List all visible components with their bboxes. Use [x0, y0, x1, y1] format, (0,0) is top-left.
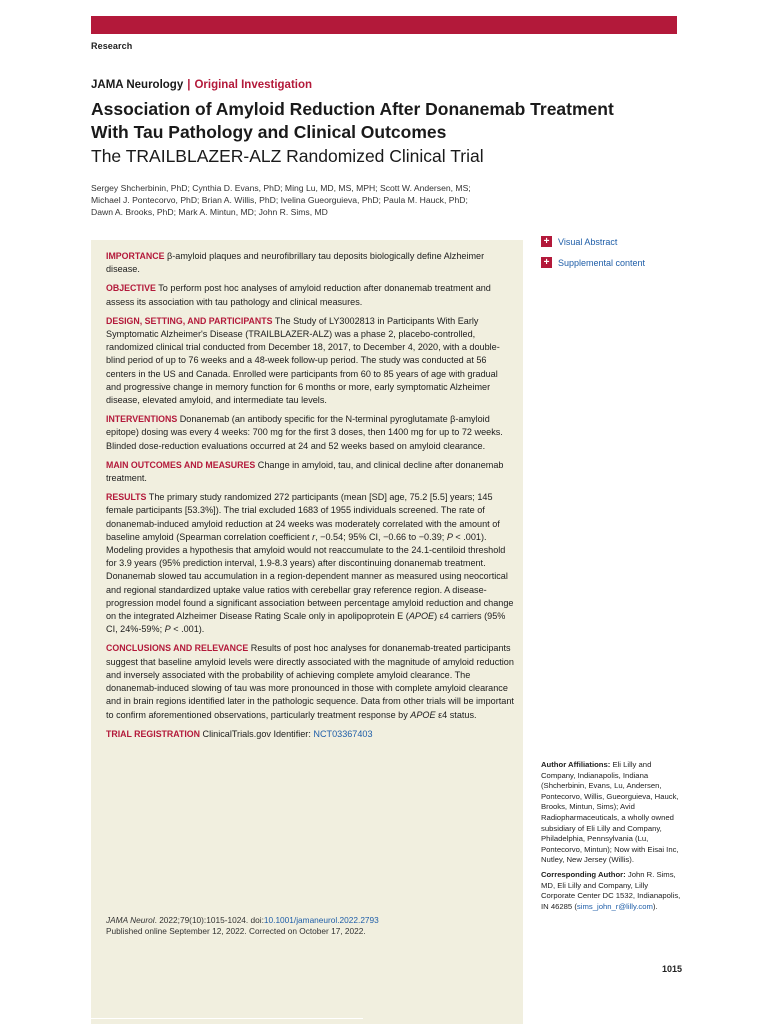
- trial-registration-link[interactable]: NCT03367403: [313, 728, 373, 739]
- results-italic: P: [164, 624, 171, 635]
- citation-details: . 2022;79(10):1015-1024. doi:: [154, 915, 264, 925]
- author-line: Sergey Shcherbinin, PhD; Cynthia D. Evans, PhD; Ming Lu, MD, MS, MPH; Scott W. Andersen, MS;: [91, 183, 471, 193]
- article-subtitle: The TRAILBLAZER-ALZ Randomized Clinical Trial: [91, 146, 484, 166]
- affiliations-paragraph: [541, 760, 681, 866]
- objective-text: To perform post hoc analyses of amyloid reduction after donanemab treatment and assess its association with tau pathology and clinical measures.: [106, 283, 491, 307]
- design-text: The Study of LY3002813 in Participants With Early Symptomatic Alzheimer's Disease (TRAILBLAZER-ALZ) was a phase 2, placebo-controlled, randomized clinical trial conducted from December 18, 2017, to December 4, 2020, with a double-blind period of up to 76 weeks and a 48-week follow-up period. The study was conducted at 56 centers in the US and Canada. Enrolled were participants from 60 to 85 years of age with gradual and progressive change in memory function for 6 months or more, early symptomatic Alzheimer disease, elevated amyloid, and intermediate tau levels.: [106, 315, 500, 406]
- citation-line: [106, 915, 506, 926]
- journal-separator: |: [187, 79, 191, 91]
- abstract-box: [91, 240, 523, 1024]
- publication-dates: Published online September 12, 2022. Corrected on October 17, 2022.: [106, 926, 366, 936]
- results-italic: P: [446, 531, 453, 542]
- footer-divider: [91, 1018, 363, 1019]
- corresponding-text: John R. Sims, MD, Eli Lilly and Company, Lilly Corporate Center DC 1532, Indianapolis, IN 46285 (: [541, 869, 681, 911]
- journal-line: [91, 79, 312, 91]
- results-text: , −0.54; 95% CI, −0.66 to −0.39;: [315, 531, 447, 542]
- abstract-conclusions: [106, 642, 514, 721]
- conclusions-text: Results of post hoc analyses for donanemab-treated participants suggest that baseline amyloid levels were directly associated with the magnitude of amyloid reduction and inversely associated with the probability of achieving complete amyloid clearance. The donanemab-induced slowing of tau was more pronounced in those with complete amyloid clearance and in brain regions identified later in the pathologic sequence. Data from other trials will be important to confirm aforementioned observations, particularly treatment response by: [106, 643, 514, 720]
- results-italic: APOE: [408, 611, 435, 622]
- visual-abstract-label: Visual Abstract: [558, 236, 618, 247]
- page-number: 1015: [662, 964, 683, 974]
- conclusions-heading: CONCLUSIONS AND RELEVANCE: [106, 643, 249, 654]
- objective-heading: OBJECTIVE: [106, 283, 156, 294]
- affiliations-text: Eli Lilly and Company, Indianapolis, Indiana (Shcherbinin, Evans, Lu, Andersen, Pontecorvo, Willis, Gueorguieva, Hauck, Brooks, Mintun, Sims); Avid Radiopharmaceuticals, a wholly owned subsidiary of Eli Lilly and Company, Philadelphia, Pennsylvania (Lu, Pontecorvo, Mintun); Now with Eisai Inc, Nutley, New Jersey (Willis).: [541, 760, 679, 865]
- plus-icon: +: [541, 257, 552, 268]
- results-text: < .001). Modeling provides a hypothesis that amyloid would not reaccumulate to the 24.1-centiloid threshold for 3.9 years (95% prediction interval, 1.9-8.3 years) after discontinuing donanemab treatment. Donanemab slowed tau accumulation in a region-dependent manner as measured using neocortical and regional standardized uptake value ratios with cerebellar gray reference region. A disease-progression model found a significant association between percentage amyloid reduction and change on the integrated Alzheimer Disease Rating Scale only in apolipoprotein E (: [106, 531, 514, 622]
- plus-icon: +: [541, 236, 552, 247]
- supplemental-content-link[interactable]: [541, 257, 645, 268]
- article-title: Association of Amyloid Reduction After Donanemab Treatment With Tau Pathology and Clinical Outcomes: [91, 99, 614, 142]
- abstract-results: [106, 491, 514, 636]
- corresponding-heading: Corresponding Author:: [541, 869, 626, 879]
- results-text: < .001).: [170, 624, 205, 635]
- corresponding-paragraph: [541, 870, 681, 912]
- outcomes-text: Change in amyloid, tau, and clinical decline after donanemab treatment.: [106, 459, 504, 484]
- abstract-objective: [106, 282, 514, 308]
- citation-block: [106, 915, 506, 937]
- doi-link[interactable]: 10.1001/jamaneurol.2022.2793: [263, 915, 379, 925]
- author-affiliations: [541, 760, 681, 916]
- email-link[interactable]: sims_john_r@lilly.com: [576, 901, 653, 911]
- results-heading: RESULTS: [106, 492, 147, 503]
- abstract-interventions: [106, 413, 514, 453]
- conclusions-italic: APOE: [410, 709, 436, 720]
- importance-text: β-amyloid plaques and neurofibrillary tau deposits biologically define Alzheimer disease.: [106, 251, 485, 275]
- author-list: [91, 182, 501, 219]
- abstract-importance: [106, 250, 514, 276]
- journal-name: JAMA Neurology: [91, 79, 184, 91]
- article-type: Original Investigation: [194, 79, 313, 91]
- affiliations-heading: Author Affiliations:: [541, 760, 611, 769]
- abstract-outcomes: [106, 459, 514, 485]
- results-italic: r: [312, 531, 316, 542]
- registration-heading: TRIAL REGISTRATION: [106, 728, 200, 739]
- results-text: The primary study randomized 272 participants (mean [SD] age, 75.2 [5.5] years; 145 female participants [53.3%]). The trial excluded 1683 of 1955 individuals screened. The rate of donanemab-induced amyloid reduction at 24 weeks was moderately correlated with the amount of baseline amyloid (Spearman correlation coefficient: [106, 492, 500, 542]
- supplemental-content-label: Supplemental content: [558, 257, 646, 268]
- interventions-heading: INTERVENTIONS: [106, 414, 178, 425]
- registration-text: ClinicalTrials.gov Identifier:: [202, 728, 314, 739]
- interventions-text: Donanemab (an antibody specific for the N-terminal pyroglutamate β-amyloid epitope) dosing was every 4 weeks: 700 mg for the first 3 doses, then 1400 mg for up to 72 weeks. Blinded dose-reduction evaluations occurred at 24 and 52 weeks based on amyloid clearance.: [106, 414, 503, 451]
- visual-abstract-link[interactable]: [541, 236, 617, 247]
- abstract-registration: [106, 728, 514, 741]
- citation-journal: JAMA Neurol: [106, 915, 155, 925]
- design-heading: DESIGN, SETTING, AND PARTICIPANTS: [106, 315, 273, 326]
- outcomes-heading: MAIN OUTCOMES AND MEASURES: [106, 459, 256, 470]
- conclusions-text: ε4 status.: [435, 709, 477, 720]
- section-label: Research: [91, 41, 133, 51]
- author-line: Michael J. Pontecorvo, PhD; Brian A. Willis, PhD; Ivelina Gueorguieva, PhD; Paula M. Hauck, PhD;: [91, 195, 468, 206]
- abstract-design: [106, 315, 514, 407]
- results-text: ) ε4 carriers (95% CI, 24%-59%;: [106, 611, 506, 635]
- importance-heading: IMPORTANCE: [106, 251, 165, 261]
- author-line: Dawn A. Brooks, PhD; Mark A. Mintun, MD; John R. Sims, MD: [91, 207, 328, 218]
- header-color-bar: [91, 16, 677, 34]
- corresponding-end: ).: [652, 901, 658, 911]
